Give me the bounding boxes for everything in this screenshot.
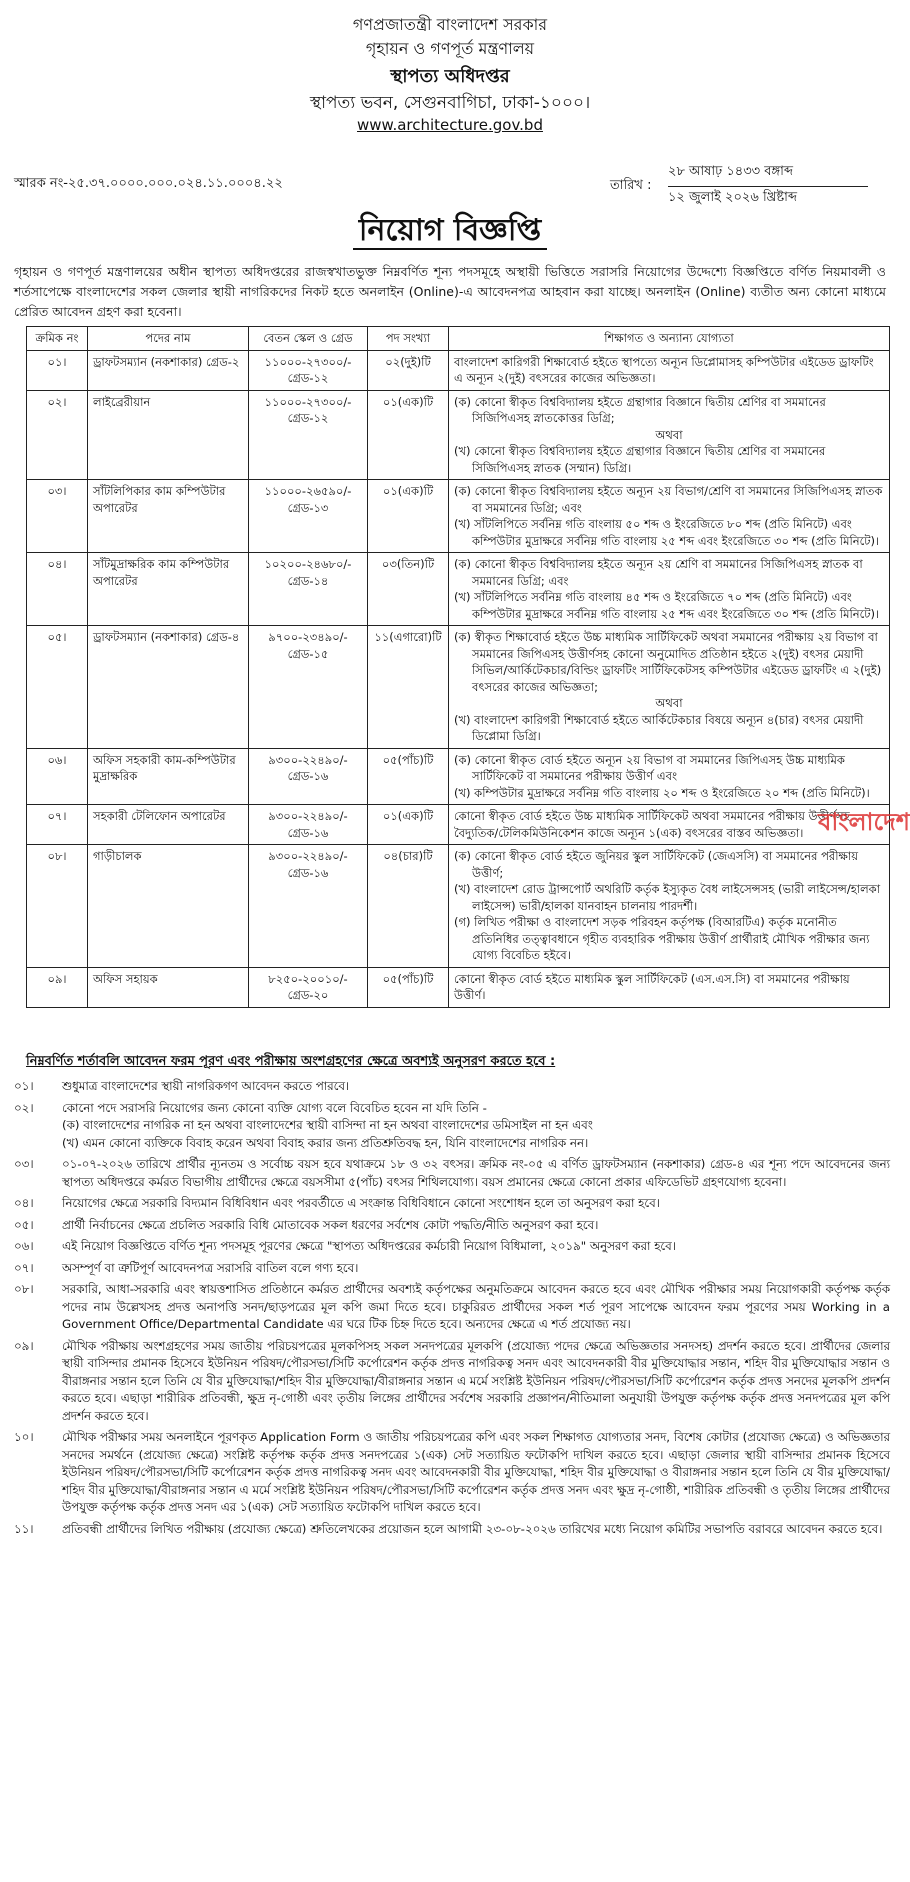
pay-scale: ৯৩০০-২২৪৯০/- xyxy=(268,752,348,767)
qualification-or: অথবা xyxy=(655,696,683,710)
table-row xyxy=(27,350,890,390)
qualification-item: (খ) সাঁটলিপিতে সর্বনিম্ন গতি বাংলায় ৪৫ শব্দ ও ইংরেজিতে ৭০ শব্দ (প্রতি মিনিটে) এবং কম্পিউটার মুদ্রাক্ষরে সর্বনিম্ন গতি বাংলায় ২৫ শব্দ এবং ইংরেজিতে ৩০ শব্দ (প্রতি মিনিটে)। xyxy=(454,590,880,621)
conditions-heading: নিম্নবর্ণিত শর্তাবলি আবেদন ফরম পূরণ এবং পরীক্ষায় অংশগ্রহণের ক্ষেত্রে অবশ্যই অনুসরণ করতে হবে : xyxy=(26,1054,556,1069)
condition-number: ১০। xyxy=(14,1430,34,1444)
pay-grade: গ্রেড-১৬ xyxy=(287,865,329,880)
condition-text: নিয়োগের ক্ষেত্রে সরকারি বিদ্যমান বিধিবিধান এবং পরবর্তীতে এ সংক্রান্ত বিধিবিধানে কোনো সংশোধন হলে তা অনুসরণ করা হবে। xyxy=(62,1196,660,1210)
condition-number: ০৬। xyxy=(14,1239,34,1253)
row-serial: ০৩। xyxy=(27,480,88,553)
row-post: ড্রাফটসম্যান (নকশাকার) গ্রেড-৪ xyxy=(88,626,249,749)
department-name: স্থাপত্য অধিদপ্তর xyxy=(390,66,510,87)
pay-grade: গ্রেড-২০ xyxy=(287,988,329,1002)
row-post: লাইব্রেরীয়ান xyxy=(88,390,249,480)
row-qualification xyxy=(449,967,890,1007)
row-serial: ০৯। xyxy=(27,967,88,1007)
condition-item xyxy=(14,1521,890,1539)
row-qualification xyxy=(449,480,890,553)
ministry-name: গৃহায়ন ও গণপূর্ত মন্ত্রণালয় xyxy=(365,39,535,58)
row-count: ০৫(পাঁচ)টি xyxy=(368,967,449,1007)
row-post: সাঁটমুদ্রাক্ষরিক কাম কম্পিউটার অপারেটর xyxy=(88,553,249,626)
row-post: অফিস সহকারী কাম-কম্পিউটার মুদ্রাক্ষরিক xyxy=(88,748,249,805)
qualification-item: কোনো স্বীকৃত বোর্ড হইতে উচ্চ মাধ্যমিক সার্টিফিকেট অথবা সমমানের পরীক্ষায় উত্তীর্ণসহ বৈদ্যুতিক/টেলিকমিউনিকেশন কাজে অন্যূন ১(এক) বৎসরের বাস্তব অভিজ্ঞতা। xyxy=(454,809,850,840)
office-address: স্থাপত্য ভবন, সেগুনবাগিচা, ঢাকা-১০০০। xyxy=(309,93,591,113)
condition-body xyxy=(62,1100,890,1153)
pay-scale: ১০২০০-২৪৬৮০/- xyxy=(264,557,352,571)
row-serial: ০৬। xyxy=(27,748,88,805)
condition-text: সরকারি, আধা-সরকারি এবং স্বায়ত্তশাসিত প্রতিষ্ঠানে কর্মরত প্রার্থীদের অবশ্যই কর্তৃপক্ষের অনুমতিক্রমে আবেদন করতে হবে এবং মৌখিক পরীক্ষার সময় নিয়োগকারী কর্তৃপক্ষ কর্তৃক পদের নাম উল্লেখসহ প্রদত্ত অনাপত্তি সনদ/ছাড়পত্রের মূল কপি জমা দিতে হবে। চাকুরিরত প্রার্থীদের সকল শর্ত পূরণ সাপেক্ষে আবেদন ফরম পূরণের সময় Working in a Government Office/Departmental Candidate এর ঘরে টিক চিহ্ন দিতে হবে। অন্যদের ক্ষেত্রে এ শর্ত প্রযোজ্য নয়। xyxy=(62,1282,890,1331)
row-pay xyxy=(249,845,368,968)
table-row xyxy=(27,805,890,845)
pay-grade: গ্রেড-১২ xyxy=(287,371,329,385)
condition-text: প্রার্থী নির্বাচনের ক্ষেত্রে প্রচলিত সরকারি বিধি মোতাবেক সকল ধরণের সর্বশেষ কোটা পদ্ধতি/নীতি অনুসরণ করা হবে। xyxy=(62,1217,599,1232)
row-count: ০১(এক)টি xyxy=(368,480,449,553)
condition-text: মৌখিক পরীক্ষায় অংশগ্রহণের সময় জাতীয় পরিচয়পত্রের মূলকপিসহ সকল সনদপত্রের মূলকপি (প্রযোজ্য পদের ক্ষেত্রে অভিজ্ঞতার সনদসহ) প্রদর্শন করতে হবে। প্রার্থীদের জেলার স্থায়ী বাসিন্দার প্রমানক হিসেবে ইউনিয়ন পরিষদ/পৌরসভা/সিটি কর্পোরেশন কর্তৃক প্রদত্ত নাগরিকত্ব সনদ এবং আবেদনকারী বীর মুক্তিযোদ্ধার সন্তান, শহিদ বীর মুক্তিযোদ্ধার সন্তান ও বীরাঙ্গনার সন্তান হলে তিনি যে বীর মুক্তিযোদ্ধা/শহিদ বীর মুক্তিযোদ্ধা/বীরাঙ্গনার সন্তান এ মর্মে সংশ্লিষ্ট ইউনিয়ন পরিষদ/পৌরসভা/সিটি কর্পোরেশন কর্তৃক প্রদত্ত সনদের মূলকপি প্রদর্শন করতে হবে। এছাড়া শারীরিক প্রতিবন্ধী, ক্ষুদ্র নৃ-গোষ্ঠী এবং তৃতীয় লিঙ্গের প্রার্থীদের সর্বশেষ সরকারি প্রজ্ঞাপন/নীতিমালা অনুযায়ী উপযুক্ত কর্তৃপক্ষ কর্তৃক প্রদত্ত সনদপত্রের মূল কপি প্রদর্শন করতে হবে। xyxy=(62,1338,890,1423)
condition-text: ০১-০৭-২০২৬ তারিখে প্রার্থীর ন্যূনতম ও সর্বোচ্চ বয়স হবে যথাক্রমে ১৮ ও ৩২ বৎসর। ক্রমিক নং-০৫ এ বর্ণিত ড্রাফটসম্যান (নকশাকার) গ্রেড-৪ এর শূন্য পদে আবেদনের জন্য স্থাপত্য অধিদপ্তরে কর্মরত বিভাগীয় প্রার্থীদের ক্ষেত্রে বয়সসীমা ৫(পাঁচ) বৎসর শিথিলযোগ্য। বয়স প্রমানের ক্ষেত্রে কোনো প্রকার এফিডেভিট গ্রহণযোগ্য হবেনা। xyxy=(62,1157,890,1189)
row-pay xyxy=(249,390,368,480)
condition-text: শুধুমাত্র বাংলাদেশের স্থায়ী নাগরিকগণ আবেদন করতে পারবে। xyxy=(62,1079,350,1093)
row-pay xyxy=(249,967,368,1007)
row-qualification xyxy=(449,748,890,805)
row-qualification xyxy=(449,350,890,390)
pay-grade: গ্রেড-১৬ xyxy=(287,769,329,783)
date-label: তারিখ : xyxy=(610,178,652,193)
condition-item xyxy=(14,1429,890,1517)
row-pay xyxy=(249,553,368,626)
col-pay: বেতন স্কেল ও গ্রেড xyxy=(249,327,368,351)
table-row xyxy=(27,967,890,1007)
condition-text: এই নিয়োগ বিজ্ঞপ্তিতে বর্ণিত শূন্য পদসমূহ পূরণের ক্ষেত্রে "স্থাপত্য অধিদপ্তরের কর্মচারী নিয়োগ বিধিমালা, ২০১৯" অনুসরণ করা হবে। xyxy=(62,1239,676,1253)
qualification-item: (ক) কোনো স্বীকৃত বোর্ড হইতে অন্যূন ২য় বিভাগ বা সমমানের জিপিএসহ উচ্চ মাধ্যমিক সার্টিফিকেট বা সমমানের পরীক্ষায় উত্তীর্ণ এবং xyxy=(454,752,845,783)
qualification-item: (ক) কোনো স্বীকৃত বোর্ড হইতে জুনিয়র স্কুল সার্টিফিকেট (জেএসসি) বা সমমানের পরীক্ষায় উত্তীর্ণ; xyxy=(454,849,858,880)
qualification-item: (ক) কোনো স্বীকৃত বিশ্ববিদ্যালয় হইতে অন্যূন ২য় বিভাগ/শ্রেণি বা সমমানের সিজিপিএসহ স্নাতক বা সমমানের ডিগ্রি; এবং xyxy=(454,484,883,515)
condition-text: মৌখিক পরীক্ষার সময় অনলাইনে পূরণকৃত Application Form ও জাতীয় পরিচয়পত্রের কপি এবং সকল শিক্ষাগত যোগ্যতার সনদ, বিশেষ কোটার (প্রযোজ্য ক্ষেত্রে) ও অভিজ্ঞতার সনদের সমর্থনে (প্রযোজ্য ক্ষেত্রে) সংশ্লিষ্ট কর্তৃপক্ষ কর্তৃক প্রদত্ত সনদপত্রের ১(এক) সেট সত্যায়িত ফটোকপি দাখিল করতে হবে। এছাড়া জেলার স্থায়ী বাসিন্দার প্রমানক হিসেবে ইউনিয়ন পরিষদ/পৌরসভা/সিটি কর্পোরেশন কর্তৃক প্রদত্ত নাগরিকত্ব সনদ এবং আবেদনকারী বীর মুক্তিযোদ্ধা, শহিদ বীর মুক্তিযোদ্ধা ও বীরাঙ্গনার সন্তান হলে তিনি যে বীর মুক্তিযোদ্ধা/শহিদ বীর মুক্তিযোদ্ধা/বীরাঙ্গনার সন্তান এ মর্মে সংশ্লিষ্ট ইউনিয়ন পরিষদ/পৌরসভা/সিটি কর্পোরেশন কর্তৃক প্রদত্ত সনদ এবং ক্ষুদ্র নৃ-গোষ্ঠী, শারীরিক প্রতিবন্ধী ও তৃতীয় লিঙ্গের প্রার্থীদের উপযুক্ত কর্তৃপক্ষ কর্তৃক প্রদত্ত সনদ এর ১(এক) সেট সত্যায়িত ফটোকপি দাখিল করতে হবে। xyxy=(62,1430,890,1514)
condition-number: ০১। xyxy=(14,1079,34,1093)
condition-item xyxy=(14,1217,890,1235)
condition-number: ০২। xyxy=(14,1100,34,1115)
govt-name: গণপ্রজাতন্ত্রী বাংলাদেশ সরকার xyxy=(352,15,548,34)
condition-item xyxy=(14,1281,890,1334)
row-count: ০২(দুই)টি xyxy=(368,350,449,390)
row-count: ০৪(চার)টি xyxy=(368,845,449,968)
pay-scale: ৯৩০০-২২৪৯০/- xyxy=(268,849,348,863)
row-serial: ০২। xyxy=(27,390,88,480)
condition-text: কোনো পদে সরাসরি নিয়োগের জন্য কোনো ব্যক্তি যোগ্য বলে বিবেচিত হবেন না যদি তিনি - xyxy=(62,1100,487,1115)
vacancy-table xyxy=(26,326,890,1008)
qualification-item: (খ) সাঁটলিপিতে সর্বনিম্ন গতি বাংলায় ৫০ শব্দ ও ইংরেজিতে ৮০ শব্দ (প্রতি মিনিটে) এবং কম্পিউটার মুদ্রাক্ষরে সর্বনিম্ন গতি বাংলায় ২৫ শব্দ এবং ইংরেজিতে ৩০ শব্দ (প্রতি মিনিটে)। xyxy=(454,517,880,548)
pay-grade: গ্রেড-১৩ xyxy=(287,500,329,515)
memo-number: স্মারক নং-২৫.৩৭.০০০০.০০০.০২৪.১১.০০০৪.২২ xyxy=(14,176,283,191)
pay-scale: ১১০০০-২৬৫৯০/- xyxy=(264,484,352,498)
watermark-stamp: বাংলাদেশ xyxy=(818,808,910,836)
condition-number: ০৮। xyxy=(14,1282,34,1296)
row-qualification xyxy=(449,553,890,626)
pay-scale: ১১০০০-২৭৩০০/- xyxy=(264,354,352,369)
col-post: পদের নাম xyxy=(88,327,249,351)
website-wrapper xyxy=(0,116,900,134)
qualification-item: কোনো স্বীকৃত বোর্ড হইতে মাধ্যমিক স্কুল সার্টিফিকেট (এস.এস.সি) বা সমমানের পরীক্ষায় উত্তীর্ণ। xyxy=(454,971,850,1002)
circular-title: নিয়োগ বিজ্ঞপ্তি xyxy=(353,213,547,250)
row-serial: ০৪। xyxy=(27,553,88,626)
condition-number: ০৭। xyxy=(14,1260,34,1275)
pay-grade: গ্রেড-১৪ xyxy=(287,573,329,588)
row-count: ১১(এগারো)টি xyxy=(368,626,449,749)
qualification-item: (ক) স্বীকৃত শিক্ষাবোর্ড হইতে উচ্চ মাধ্যমিক সার্টিফিকেট অথবা সমমানের পরীক্ষায় ২য় বিভাগ বা সমমানের জিপিএসহ উত্তীর্ণসহ কোনো অনুমোদিত প্রতিষ্ঠান হইতে ২(দুই) বৎসর মেয়াদী সিভিল/আর্কিটেকচার/বিল্ডিং ড্রাফটিং সার্টিফিকেটসহ কম্পিউটার এইডেড ড্রাফটিং এ ২(দুই) বৎসরের কাজের অভিজ্ঞতা; xyxy=(454,630,882,694)
date-bangla: ২৮ আষাঢ় ১৪৩৩ বঙ্গাব্দ xyxy=(668,162,868,187)
row-post: সহকারী টেলিফোন অপারেটর xyxy=(88,805,249,845)
pay-scale: ১১০০০-২৭৩০০/- xyxy=(264,394,352,409)
condition-text: অসম্পূর্ণ বা ত্রুটিপূর্ণ আবেদনপত্র সরাসরি বাতিল বলে গণ্য হবে। xyxy=(62,1260,359,1275)
qualification-item: (খ) বাংলাদেশ কারিগরী শিক্ষাবোর্ড হইতে আর্কিটেকচার বিষয়ে অন্যূন ৪(চার) বৎসর মেয়াদী ডিপ্লোমা ডিগ্রি। xyxy=(454,712,864,743)
condition-item xyxy=(14,1338,890,1426)
intro-paragraph: গৃহায়ন ও গণপূর্ত মন্ত্রণালয়ের অধীন স্থাপত্য অধিদপ্তরের রাজস্বখাতভুক্ত নিম্নবর্ণিত শূন্য পদসমূহে অস্থায়ী ভিত্তিতে সরাসরি নিয়োগের উদ্দেশ্যে বিজ্ঞপ্তিতে বর্ণিত নিয়মাবলী ও শর্তসাপেক্ষে বাংলাদেশের সকল জেলার স্থায়ী নাগরিকদের নিকট হতে অনলাইন (Online)-এ আবেদনপত্র আহবান করা যাচ্ছে। অনলাইন (Online) ব্যতীত অন্য কোনো মাধ্যমে প্রেরিত আবেদন গ্রহণ করা হবেনা। xyxy=(14,264,886,319)
circular-title-wrapper xyxy=(0,206,900,257)
row-qualification xyxy=(449,390,890,480)
table-row xyxy=(27,480,890,553)
row-post: অফিস সহায়ক xyxy=(88,967,249,1007)
col-qualification: শিক্ষাগত ও অন্যান্য যোগ্যতা xyxy=(449,327,890,351)
row-serial: ০৭। xyxy=(27,805,88,845)
table-row xyxy=(27,626,890,749)
row-post: ড্রাফটসম্যান (নকশাকার) গ্রেড-২ xyxy=(88,350,249,390)
row-count: ০৫(পাঁচ)টি xyxy=(368,748,449,805)
row-pay xyxy=(249,748,368,805)
qualification-item: (ক) কোনো স্বীকৃত বিশ্ববিদ্যালয় হইতে গ্রন্থাগার বিজ্ঞানে দ্বিতীয় শ্রেণির বা সমমানের সিজিপিএসহ স্নাতকোত্তর ডিগ্রি; xyxy=(454,394,826,425)
col-serial: ক্রমিক নং xyxy=(27,327,88,351)
qualification-item: (খ) কম্পিউটার মুদ্রাক্ষরে সর্বনিম্ন গতি বাংলায় ২০ শব্দ ও ইংরেজিতে ২০ শব্দ (প্রতি মিনিটে)। xyxy=(454,785,870,800)
qualification-item: বাংলাদেশ কারিগরী শিক্ষাবোর্ড হইতে স্থাপত্যে অন্যূন ডিপ্লোমাসহ কম্পিউটার এইডেড ড্রাফটিং এ অন্যূন ২(দুই) বৎসরের কাজের অভিজ্ঞতা। xyxy=(454,354,874,385)
table-row xyxy=(27,845,890,968)
table-row xyxy=(27,390,890,480)
condition-subitem: (ক) বাংলাদেশের নাগরিক না হন অথবা বাংলাদেশের স্থায়ী বাসিন্দা না হন অথবা বাংলাদেশের ডমিসাইল না হন এবং xyxy=(62,1118,593,1132)
row-qualification xyxy=(449,626,890,749)
row-pay xyxy=(249,805,368,845)
qualification-item: (ক) কোনো স্বীকৃত বিশ্ববিদ্যালয় হইতে অন্যূন ২য় শ্রেণি বা সমমানের সিজিপিএসহ স্নাতক বা সমমানের ডিগ্রি; এবং xyxy=(454,557,863,588)
condition-number: ০৯। xyxy=(14,1338,34,1353)
conditions-list xyxy=(14,1078,890,1542)
condition-number: ০৪। xyxy=(14,1196,34,1210)
row-serial: ০৫। xyxy=(27,626,88,749)
condition-item xyxy=(14,1078,890,1096)
qualification-or: অথবা xyxy=(655,427,683,442)
pay-scale: ৮২৫০-২০০১০/- xyxy=(268,971,348,986)
condition-subitem: (খ) এমন কোনো ব্যক্তিকে বিবাহ করেন অথবা বিবাহ করার জন্য প্রতিশ্রুতিবদ্ধ হন, যিনি বাংলাদেশের নাগরিক নন। xyxy=(62,1135,589,1150)
row-post: গাড়ীচালক xyxy=(88,845,249,968)
row-pay xyxy=(249,350,368,390)
table-header-row xyxy=(27,327,890,351)
condition-text: প্রতিবন্ধী প্রার্থীদের লিখিত পরীক্ষায় (প্রযোজ্য ক্ষেত্রে) শ্রুতিলেখকের প্রয়োজন হলে আগামী ২৩-০৮-২০২৬ তারিখের মধ্যে নিয়োগ কমিটির সভাপতি বরাবরে আবেদন করতে হবে। xyxy=(62,1521,883,1536)
condition-item xyxy=(14,1238,890,1256)
row-count: ০১(এক)টি xyxy=(368,390,449,480)
website-link[interactable]: www.architecture.gov.bd xyxy=(357,116,543,134)
row-serial: ০৮। xyxy=(27,845,88,968)
row-count: ০১(এক)টি xyxy=(368,805,449,845)
col-count: পদ সংখ্যা xyxy=(368,327,449,351)
row-serial: ০১। xyxy=(27,350,88,390)
qualification-item: (গ) লিখিত পরীক্ষা ও বাংলাদেশ সড়ক পরিবহন কর্তৃপক্ষ (বিআরটিএ) কর্তৃক মনোনীত প্রতিনিধির তত্ত্বাবধানে গৃহীত ব্যবহারিক পরীক্ষায় উত্তীর্ণ প্রার্থীরাই মৌখিক পরীক্ষার জন্য যোগ্য বিবেচিত হইবে। xyxy=(454,915,870,962)
row-count: ০৩(তিন)টি xyxy=(368,553,449,626)
table-row xyxy=(27,748,890,805)
condition-item xyxy=(14,1100,890,1153)
date-gregorian: ১২ জুলাই ২০২৬ খ্রিষ্টাব্দ xyxy=(668,190,798,205)
qualification-item: (খ) কোনো স্বীকৃত বিশ্ববিদ্যালয় হইতে গ্রন্থাগার বিজ্ঞানে দ্বিতীয় শ্রেণির বা সমমানের সিজিপিএসহ স্নাতক (সম্মান) ডিগ্রি। xyxy=(454,444,826,475)
qualification-item: (খ) বাংলাদেশ রোড ট্রান্সপোর্ট অথরিটি কর্তৃক ইস্যুকৃত বৈধ লাইসেন্সসহ (ভারী লাইসেন্স/হালকা লাইসেন্স) ভারী/হালকা যানবাহন চালনায় পারদর্শী। xyxy=(454,882,881,913)
pay-grade: গ্রেড-১৫ xyxy=(287,646,329,661)
row-pay xyxy=(249,626,368,749)
condition-number: ০৫। xyxy=(14,1217,34,1232)
condition-item xyxy=(14,1195,890,1213)
pay-grade: গ্রেড-১৬ xyxy=(287,825,329,840)
row-qualification xyxy=(449,845,890,968)
row-post: সাঁটলিপিকার কাম কম্পিউটার অপারেটর xyxy=(88,480,249,553)
condition-item xyxy=(14,1156,890,1191)
pay-scale: ৯৭০০-২৩৪৯০/- xyxy=(268,630,348,644)
row-pay xyxy=(249,480,368,553)
condition-number: ১১। xyxy=(14,1521,34,1536)
condition-item xyxy=(14,1260,890,1278)
pay-scale: ৯৩০০-২২৪৯০/- xyxy=(268,809,348,823)
condition-number: ০৩। xyxy=(14,1157,34,1171)
pay-grade: গ্রেড-১২ xyxy=(287,411,329,425)
table-row xyxy=(27,553,890,626)
